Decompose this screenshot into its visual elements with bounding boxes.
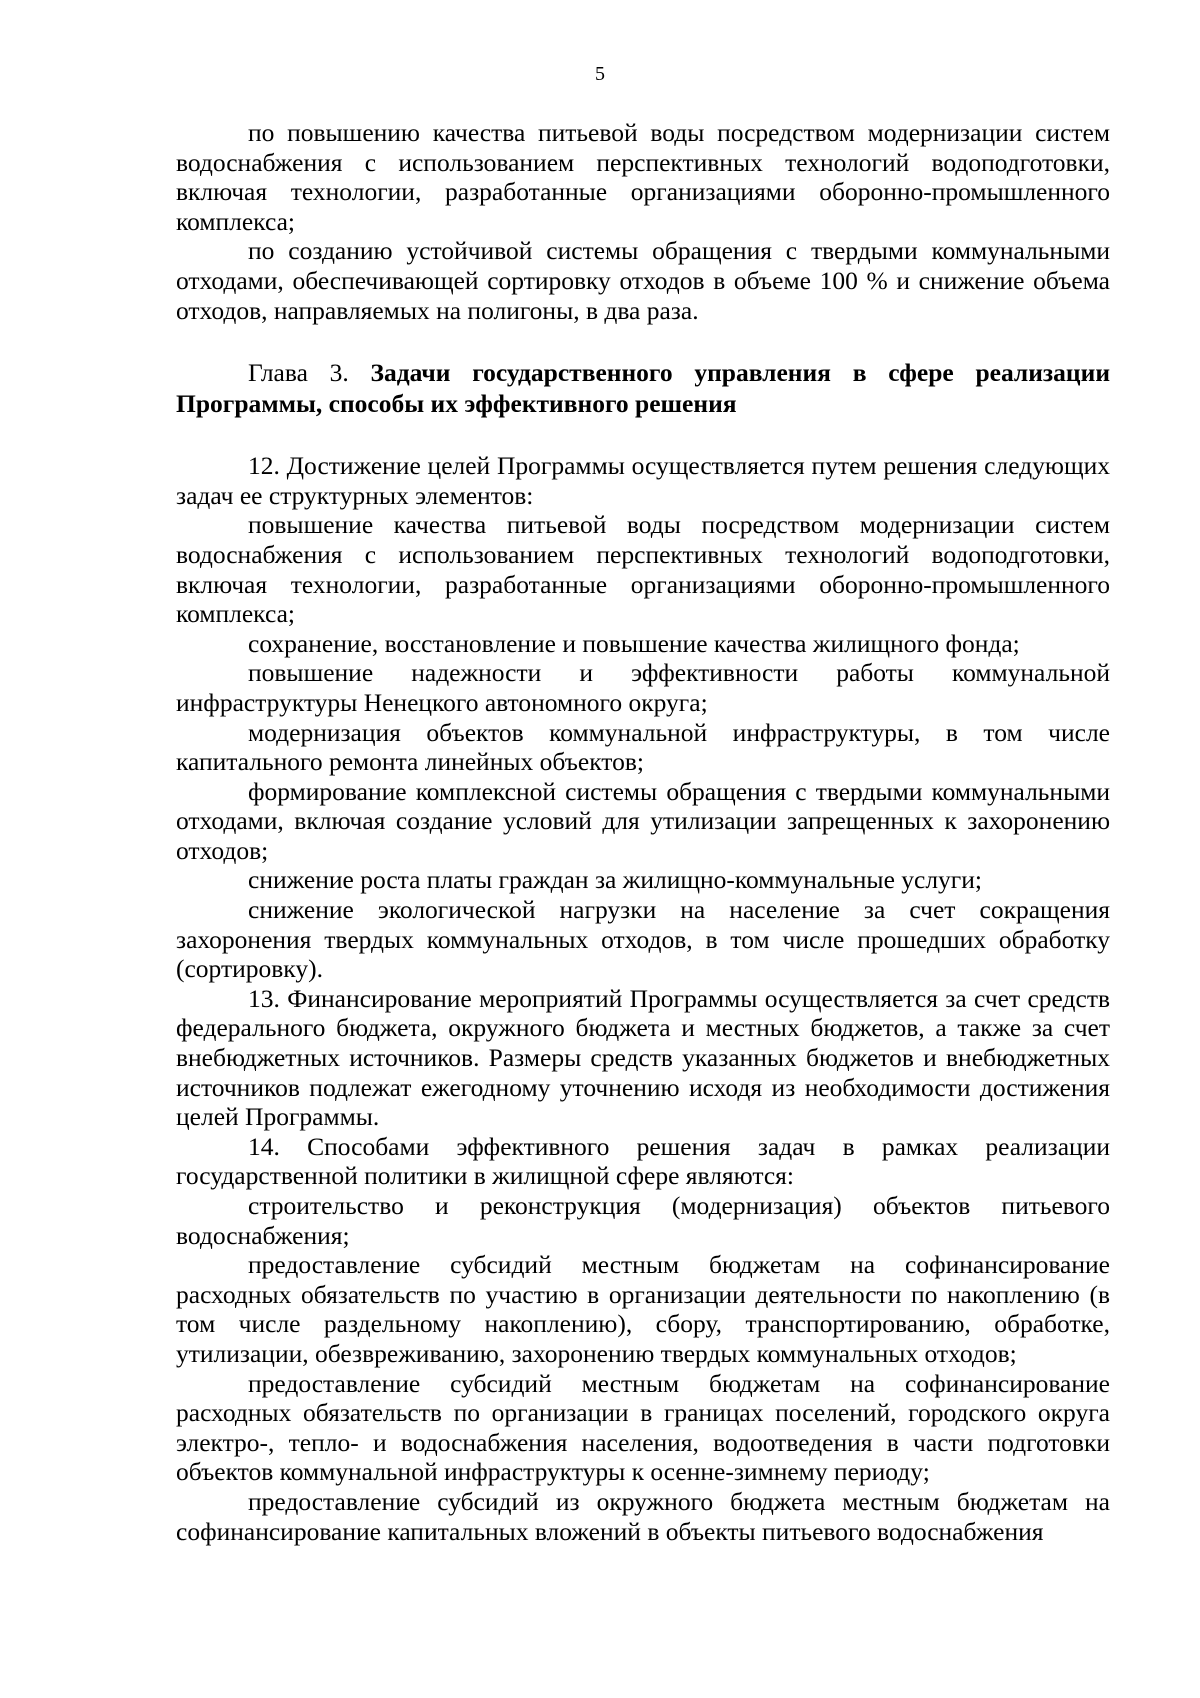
chapter-heading-title: Задачи государственного управления в сфере реализации Программы, способы их эффективного решения: [176, 358, 1111, 419]
chapter-heading: [176, 357, 1110, 419]
paragraph: по созданию устойчивой системы обращения с твердыми коммунальными отходами, обеспечивающей сортировку отходов в объеме 100 % и снижение объема отходов, направляемых на полигоны, в два раза.: [176, 236, 1110, 325]
page-number: 5: [595, 63, 605, 85]
paragraph: строительство и реконструкция (модернизация) объектов питьевого водоснабжения;: [176, 1191, 1110, 1250]
paragraph: 13. Финансирование мероприятий Программы осуществляется за счет средств федерального бюджета, окружного бюджета и местных бюджетов, а также за счет внебюджетных источников. Размеры средств указанных бюджетов и внебюджетных источников подлежат ежегодному уточнению исходя из необходимости достижения целей Программы.: [176, 983, 1110, 1132]
paragraph: 12. Достижение целей Программы осуществляется путем решения следующих задач ее структурных элементов:: [176, 451, 1110, 510]
document-body: [176, 118, 1110, 1546]
paragraph: предоставление субсидий из окружного бюджета местным бюджетам на софинансирование капитальных вложений в объекты питьевого водоснабжения: [176, 1486, 1110, 1546]
paragraph: сохранение, восстановление и повышение качества жилищного фонда;: [248, 628, 1020, 658]
paragraph: снижение роста платы граждан за жилищно-коммунальные услуги;: [248, 865, 982, 895]
paragraph: модернизация объектов коммунальной инфраструктуры, в том числе капитального ремонта линейных объектов;: [176, 717, 1110, 777]
paragraph: формирование комплексной системы обращения с твердыми коммунальными отходами, включая создание условий для утилизации запрещенных к захоронению отходов;: [176, 776, 1110, 865]
paragraph: предоставление субсидий местным бюджетам на софинансирование расходных обязательств по организации в границах поселений, городского округа электро-, тепло- и водоснабжения населения, водоотведения в части подготовки объектов коммунальной инфраструктуры к осенне-зимнему периоду;: [176, 1368, 1110, 1487]
paragraph: снижение экологической нагрузки на население за счет сокращения захоронения твердых коммунальных отходов, в том числе прошедших обработку (сортировку).: [176, 895, 1110, 984]
paragraph: 14. Способами эффективного решения задач в рамках реализации государственной политики в жилищной сфере являются:: [176, 1131, 1110, 1191]
chapter-heading-prefix: Глава 3.: [248, 358, 371, 388]
paragraph: повышение надежности и эффективности работы коммунальной инфраструктуры Ненецкого автономного округа;: [176, 658, 1110, 717]
paragraph: по повышению качества питьевой воды посредством модернизации систем водоснабжения с использованием перспективных технологий водоподготовки, включая технологии, разработанные организациями оборонно-промышленного комплекса;: [176, 118, 1110, 236]
paragraph: предоставление субсидий местным бюджетам на софинансирование расходных обязательств по участию в организации деятельности по накоплению (в том числе раздельному накоплению), сбору, транспортированию, обработке, утилизации, обезвреживанию, захоронению твердых коммунальных отходов;: [176, 1250, 1110, 1368]
paragraph: повышение качества питьевой воды посредством модернизации систем водоснабжения с использованием перспективных технологий водоподготовки, включая технологии, разработанные организациями оборонно-промышленного комплекса;: [176, 510, 1110, 629]
